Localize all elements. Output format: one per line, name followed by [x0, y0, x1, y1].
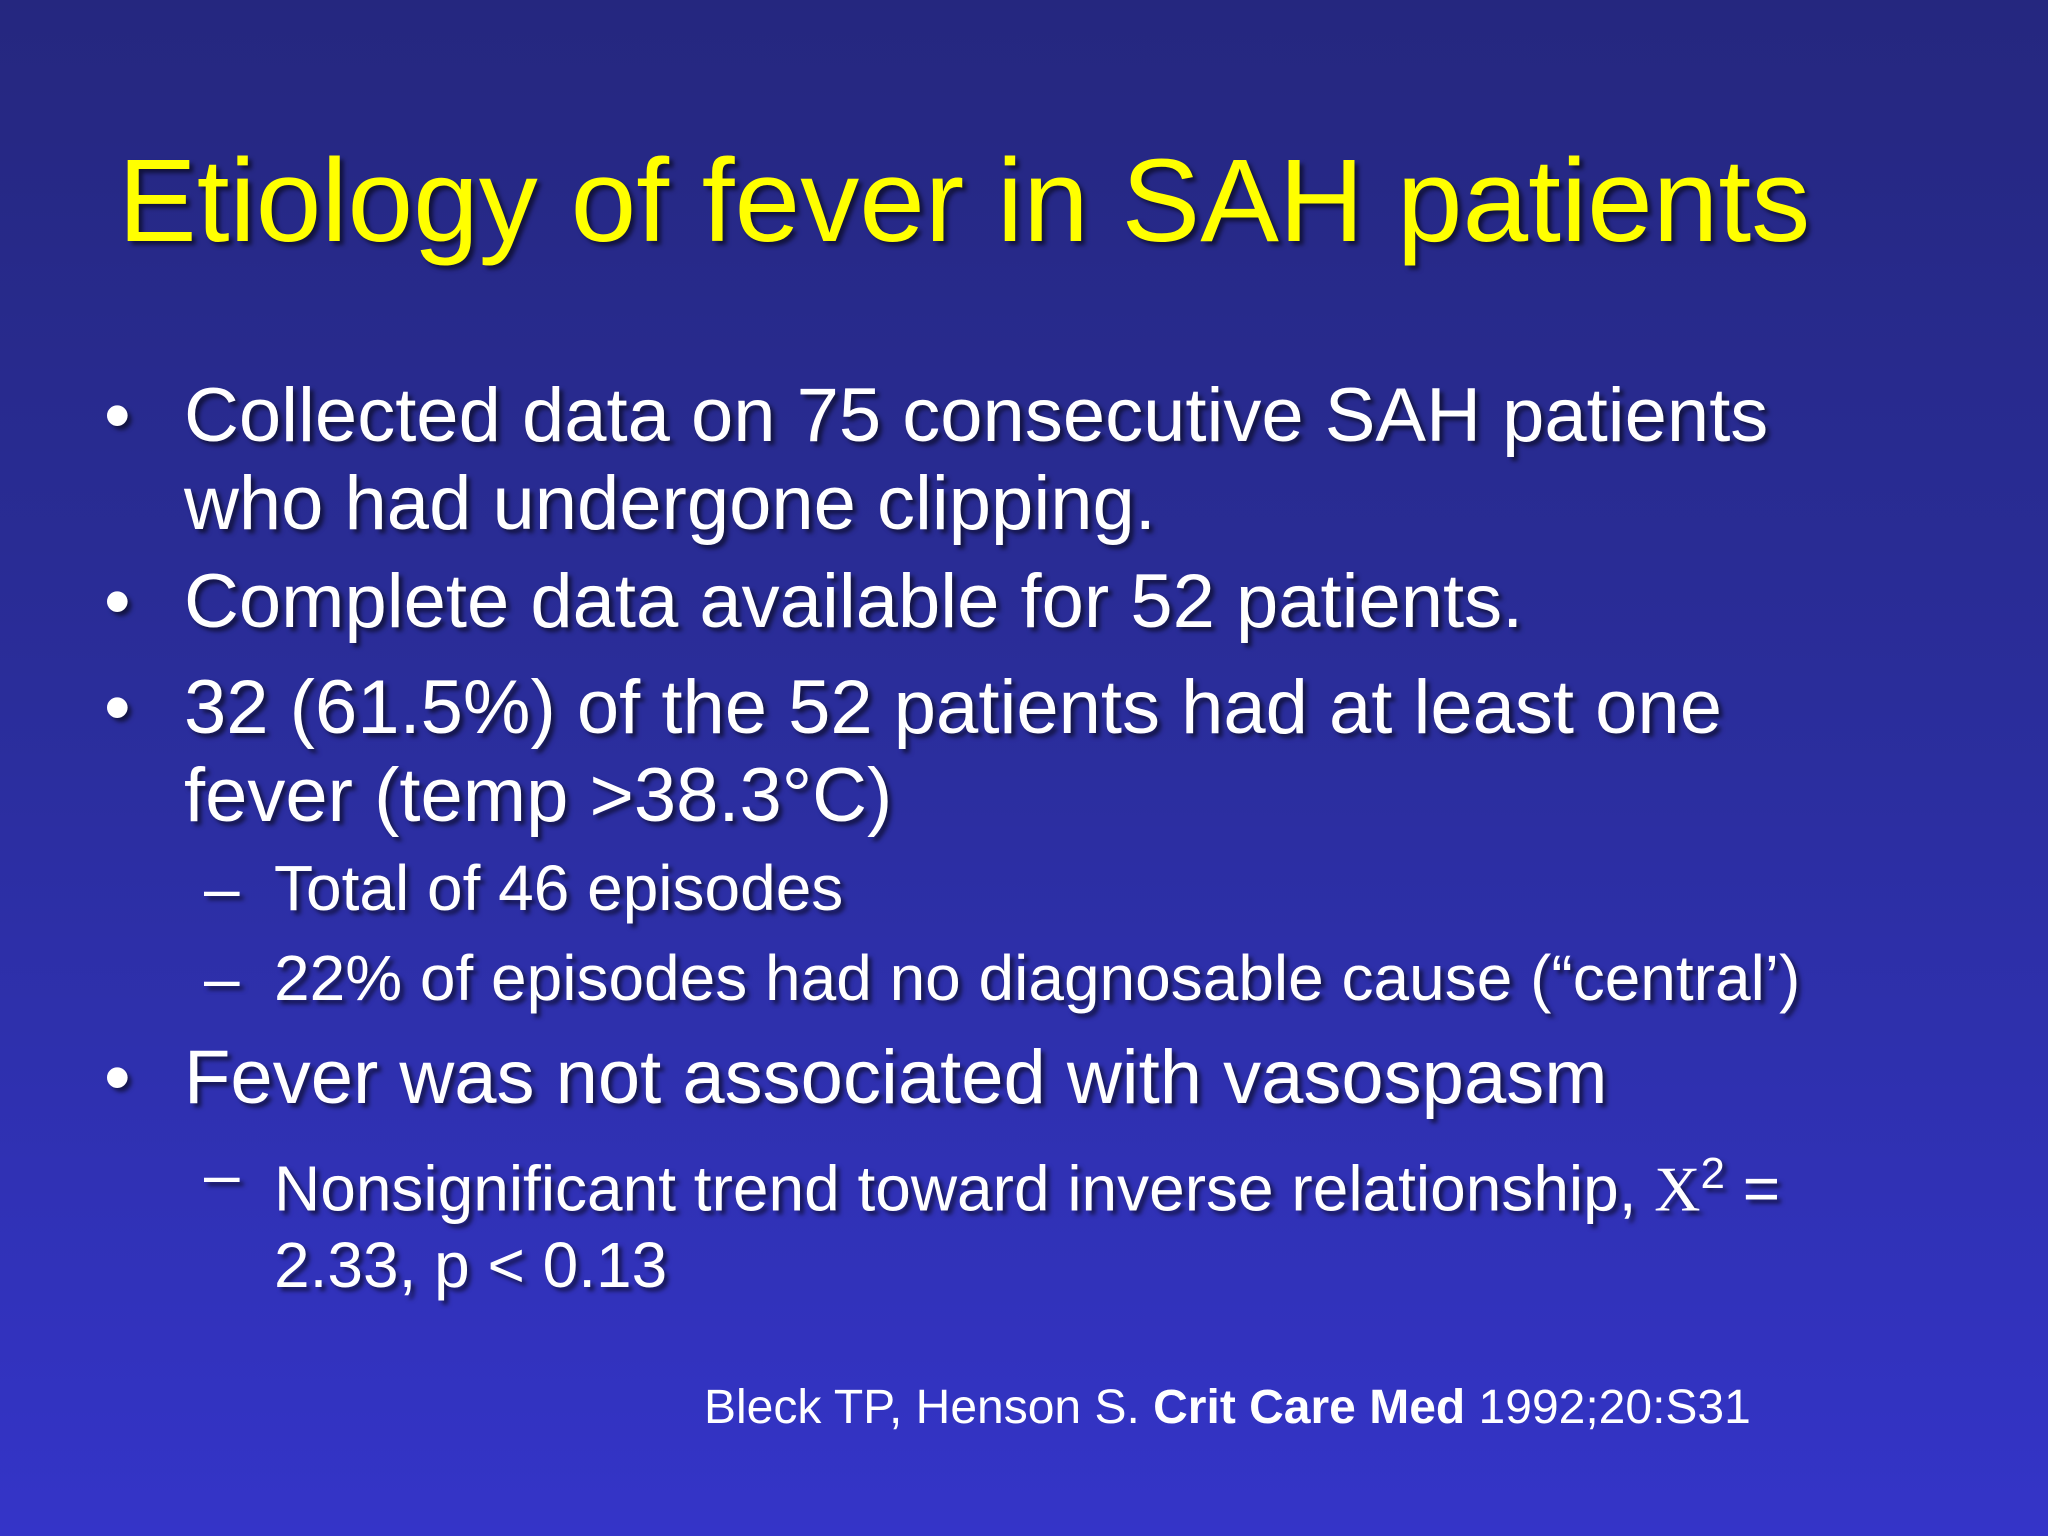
sub-bullet-text-part: =: [1724, 1152, 1781, 1225]
bullet-item: [104, 372, 1984, 548]
sub-bullet-text-part: Nonsignificant trend toward inverse relationship,: [274, 1152, 1655, 1225]
sub-bullet-marker: –: [204, 852, 240, 924]
sub-bullet-text: 22% of episodes had no diagnosable cause (“central’): [274, 942, 1801, 1014]
citation-journal: Crit Care Med: [1153, 1381, 1466, 1434]
bullet-marker: •: [104, 665, 131, 750]
bullet-marker: •: [104, 1035, 131, 1120]
bullet-text-line: Complete data available for 52 patients.: [184, 559, 1524, 644]
bullet-text-line: who had undergone clipping.: [184, 461, 1156, 546]
sub-bullet-text-line: [274, 1136, 2004, 1227]
bullet-item: [104, 1034, 1984, 1122]
bullet-text-line: 32 (61.5%) of the 52 patients had at least one: [184, 665, 1722, 750]
citation-authors: Bleck TP, Henson S.: [704, 1381, 1154, 1434]
slide-title: Etiology of fever in SAH patients: [118, 135, 1811, 267]
bullet-item: [104, 558, 1984, 646]
sub-bullet-text: Total of 46 episodes: [274, 852, 844, 924]
bullet-text-line: Fever was not associated with vasospasm: [184, 1035, 1608, 1120]
citation-reference: 1992;20:S31: [1465, 1381, 1751, 1434]
sub-bullet-item: [204, 1136, 2004, 1303]
bullet-marker: •: [104, 559, 131, 644]
sub-bullet-marker: –: [204, 942, 240, 1014]
bullet-item: [104, 664, 1984, 840]
citation: [704, 1378, 1751, 1438]
chi-symbol: X: [1654, 1153, 1701, 1225]
sub-bullet-item: [204, 850, 2004, 926]
bullet-text-line: fever (temp >38.3°C): [184, 753, 893, 838]
sub-bullet-text-line: 2.33, p < 0.13: [274, 1229, 668, 1302]
superscript: 2: [1700, 1149, 1725, 1198]
sub-bullet-marker: –: [204, 1138, 240, 1210]
sub-bullet-item: [204, 940, 2004, 1016]
bullet-text-line: Collected data on 75 consecutive SAH patients: [184, 373, 1769, 458]
bullet-marker: •: [104, 373, 131, 458]
